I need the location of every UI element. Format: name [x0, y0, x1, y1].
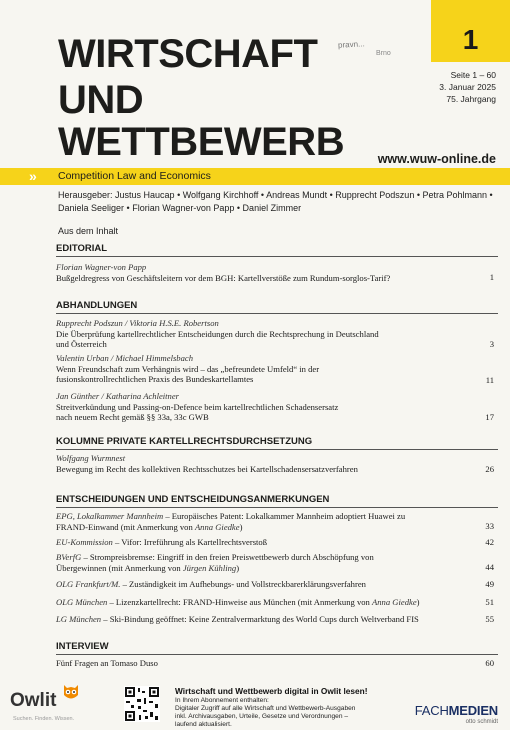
- editors-line-2: Daniela Seeliger • Florian Wagner-von Papp • Daniel Zimmer: [58, 203, 302, 213]
- publisher-logo-b: MEDIEN: [448, 703, 498, 718]
- issue-box: [431, 0, 510, 62]
- entry-title: – Europäisches Patent: Lokalkammer Mannheim adoptiert Huawei zu: [163, 511, 406, 521]
- entry-court: BVerfG: [56, 552, 82, 562]
- entry-court: OLG Frankfurt/M.: [56, 579, 121, 589]
- entry-line: [56, 614, 486, 625]
- owlit-tagline: Suchen. Finden. Wissen.: [13, 716, 75, 722]
- entry-title: Fünf Fragen an Tomaso Duso: [56, 658, 158, 668]
- toc-entry[interactable]: [56, 597, 486, 608]
- page-range: Seite 1 – 60: [450, 70, 496, 80]
- page-number: 26: [485, 464, 494, 474]
- entry-court: EU-Kommission: [56, 537, 113, 547]
- entry-line: [56, 579, 486, 590]
- publisher-sub: otto schmidt: [465, 719, 498, 725]
- entry-title: – Lizenzkartellrecht: FRAND-Hinweise aus München (mit Anmerkung von: [107, 597, 373, 607]
- section-divider: [56, 507, 498, 508]
- promo-line: Digitaler Zugriff auf alle Wirtschaft und Wettbewerb-Ausgaben: [175, 705, 356, 712]
- entry-author: Wolfgang Wurmnest: [56, 453, 126, 463]
- editors: [58, 189, 498, 215]
- masthead-line-2: UND: [58, 78, 144, 122]
- section-divider: [56, 313, 498, 314]
- toc-entry[interactable]: [56, 391, 486, 423]
- toc-entry[interactable]: [56, 318, 486, 350]
- page-number: 3: [489, 339, 494, 349]
- owlit-logo: Owlit: [10, 690, 57, 711]
- section-heading-interview: INTERVIEW: [56, 641, 109, 652]
- owl-icon: [62, 682, 80, 702]
- masthead-line-3: WETTBEWERB: [58, 120, 345, 164]
- entry-title-cont: FRAND-Einwand (mit Anmerkung von: [56, 521, 195, 532]
- page-number: 49: [485, 579, 494, 589]
- entry-annotator: Jürgen Kühling: [182, 562, 237, 573]
- promo-line: laufend aktualisiert.: [175, 721, 232, 728]
- qr-code-icon[interactable]: [124, 686, 160, 722]
- entry-line: [56, 563, 486, 574]
- entry-title-tail: ): [416, 597, 420, 607]
- entry-court: LG München: [56, 614, 102, 624]
- page-number: 42: [485, 537, 494, 547]
- section-heading-entscheidungen: ENTSCHEIDUNGEN UND ENTSCHEIDUNGSANMERKUNGEN: [56, 494, 330, 505]
- entry-line: [56, 511, 486, 522]
- entry-title: – Zuständigkeit im Aufhebungs- und Vollstreckbarerklärungsverfahren: [120, 579, 366, 589]
- issue-date: 3. Januar 2025: [439, 82, 496, 92]
- toc-entry[interactable]: [56, 537, 486, 548]
- entry-annotator: Anna Giedke: [372, 597, 417, 607]
- journal-subtitle: Competition Law and Economics: [58, 170, 211, 182]
- promo-title: Wirtschaft und Wettbewerb digital in Owlit lesen!: [175, 686, 368, 696]
- section-divider: [56, 449, 498, 450]
- entry-title: Die Überprüfung kartellrechtlicher Entscheidungen durch die Rechtsprechung in Deutschland: [56, 328, 379, 339]
- section-heading-editorial: EDITORIAL: [56, 243, 108, 254]
- entry-title-cont: und Österreich: [56, 339, 107, 349]
- entry-title-cont: nach neuem Recht gemäß §§ 33a, 33c GWB: [56, 412, 209, 422]
- page-number: 60: [485, 658, 494, 668]
- entry-title: Bußgeldregress von Geschäftsleitern vor dem BGH: Kartellverstöße zum Rundum-sorglos-Tarif?: [56, 272, 391, 283]
- library-stamp-2: Brno: [376, 50, 391, 57]
- volume: 75. Jahrgang: [446, 94, 496, 104]
- toc-entry[interactable]: [56, 353, 486, 385]
- contents-label: Aus dem Inhalt: [58, 226, 119, 236]
- toc-entry[interactable]: [56, 658, 486, 669]
- website-url[interactable]: www.wuw-online.de: [377, 152, 496, 166]
- page-number: 33: [485, 521, 494, 531]
- entry-title: – Vifor: Irreführung als Kartellrechtsverstoß: [112, 537, 268, 547]
- entry-title-cont: fusionskontrollrechtlichen Praxis des Bundeskartellamtes: [56, 374, 254, 384]
- toc-entry[interactable]: [56, 579, 486, 590]
- toc-entry[interactable]: [56, 262, 486, 283]
- entry-line: [56, 537, 486, 548]
- entry-title: – Ski-Bindung geöffnet: Keine Zentralvermarktung des World Cups durch Weltverband FIS: [101, 614, 419, 624]
- entry-author: Valentin Urban / Michael Himmelsbach: [56, 353, 193, 363]
- section-divider: [56, 256, 498, 257]
- publisher-logo-a: FACH: [414, 703, 449, 718]
- promo-line: In Ihrem Abonnement enthalten:: [175, 697, 269, 704]
- toc-entry[interactable]: [56, 614, 486, 625]
- library-stamp: pravn...: [337, 39, 365, 50]
- entry-title: – Strompreisbremse: Eingriff in den freien Preiswettbewerb durch Abschöpfung von: [81, 552, 374, 562]
- entry-author: Rupprecht Podszun / Viktoria H.S.E. Robertson: [56, 318, 219, 328]
- entry-title-tail: ): [239, 521, 243, 532]
- entry-title-cont: Übergewinnen (mit Anmerkung von: [56, 562, 183, 573]
- page-number: 44: [485, 562, 494, 572]
- section-heading-kolumne: KOLUMNE PRIVATE KARTELLRECHTSDURCHSETZUNG: [56, 436, 313, 447]
- toc-entry[interactable]: [56, 552, 486, 573]
- publisher-logo: [415, 703, 498, 718]
- issue-number: 1: [462, 24, 479, 55]
- page-number: 1: [489, 272, 494, 282]
- promo-line: inkl. Archivausgaben, Urteile, Gesetze und Verordnungen –: [175, 713, 349, 720]
- toc-entry[interactable]: [56, 453, 486, 474]
- page-number: 11: [485, 375, 494, 385]
- entry-court: OLG München: [56, 597, 108, 607]
- section-divider: [56, 654, 498, 655]
- editors-line-1: Herausgeber: Justus Haucap • Wolfgang Kirchhoff • Andreas Mundt • Rupprecht Podszun • Petra Pohlmann •: [58, 190, 493, 200]
- entry-title-tail: ): [236, 562, 240, 573]
- page-number: 55: [485, 614, 494, 624]
- entry-title: Streitverkündung und Passing-on-Defence beim kartellrechtlichen Schadensersatz: [56, 401, 339, 412]
- section-heading-abhandlungen: ABHANDLUNGEN: [56, 300, 138, 311]
- page-number: 17: [485, 412, 494, 422]
- entry-annotator: Anna Giedke: [194, 521, 240, 532]
- promo-body: [175, 697, 375, 729]
- entry-title: Bewegung im Recht des kollektiven Rechtsschutzes bei Kartellschadensersatzverfahren: [56, 463, 358, 474]
- entry-author: Jan Günther / Katharina Achleitner: [56, 391, 180, 401]
- entry-line: [56, 597, 486, 608]
- entry-line: [56, 552, 486, 563]
- entry-title: Wenn Freundschaft zum Verhängnis wird – das „befreundete Umfeld“ in der: [56, 363, 320, 374]
- entry-court: EPG, Lokalkammer Mannheim: [56, 511, 164, 521]
- toc-entry[interactable]: [56, 511, 486, 532]
- page-number: 51: [485, 597, 494, 607]
- double-chevron-icon: »: [29, 168, 37, 184]
- entry-line: [56, 522, 486, 533]
- masthead-line-1: WIRTSCHAFT: [58, 32, 318, 76]
- entry-author: Florian Wagner-von Papp: [56, 262, 147, 272]
